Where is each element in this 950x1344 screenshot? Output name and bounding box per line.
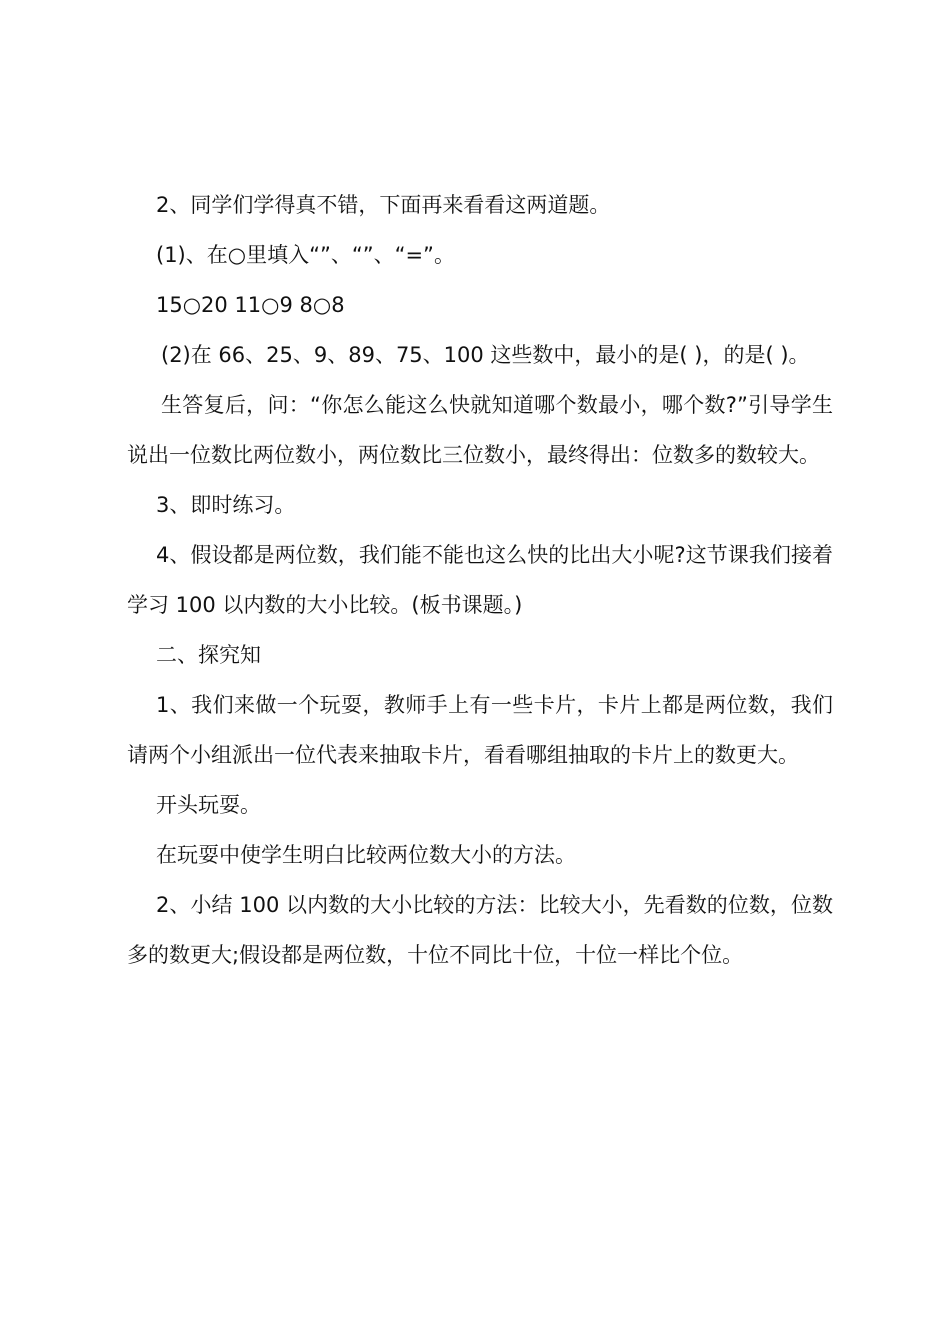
paragraph-start-game: 开头玩耍。 <box>156 793 261 817</box>
paragraph-question-1: (1)、在○里填入“”、“”、“=”。 <box>156 243 455 267</box>
paragraph-two-digit-intro: 4、假设都是两位数，我们能不能也这么快的比出大小呢?这节课我们接着学习 100 以内数的大小比较。(板书课题。) <box>127 543 833 617</box>
paragraph-question-2: (2)在 66、25、9、89、75、100 这些数中，最小的是( )，的是( )。 <box>161 343 810 367</box>
paragraph-exercise-intro: 2、同学们学得真不错，下面再来看看这两道题。 <box>156 193 611 217</box>
paragraph-comparison-items: 15○20 11○9 8○8 <box>156 293 345 317</box>
paragraph-summary: 2、小结 100 以内数的大小比较的方法：比较大小，先看数的位数，位数多的数更大;假设都是两位数，十位不同比十位，十位一样比个位。 <box>127 893 833 967</box>
paragraph-card-game: 1、我们来做一个玩耍，教师手上有一些卡片，卡片上都是两位数，我们请两个小组派出一位代表来抽取卡片，看看哪组抽取的卡片上的数更大。 <box>127 693 833 767</box>
section-heading-explore: 二、探究知 <box>156 643 261 667</box>
paragraph-practice: 3、即时练习。 <box>156 493 296 517</box>
paragraph-game-goal: 在玩耍中使学生明白比较两位数大小的方法。 <box>156 843 576 867</box>
paragraph-student-answer: 生答复后，问：“你怎么能这么快就知道哪个数最小，哪个数?”引导学生说出一位数比两位数小，两位数比三位数小，最终得出：位数多的数较大。 <box>127 393 833 467</box>
document-body <box>127 180 833 980</box>
